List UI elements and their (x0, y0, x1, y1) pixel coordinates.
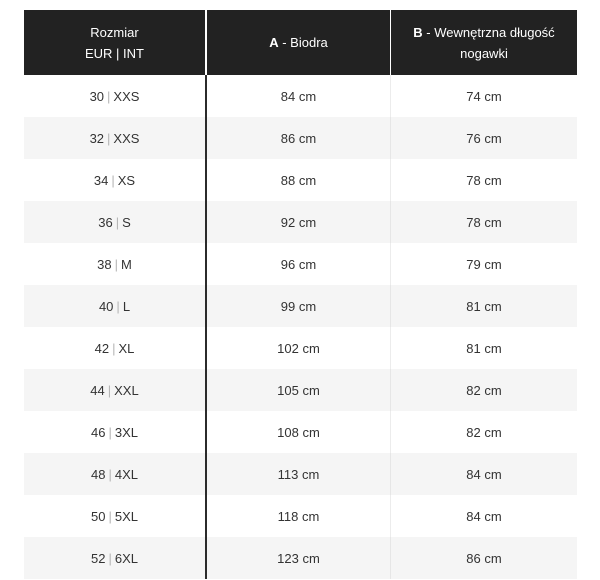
size-eur: 32 (89, 130, 105, 146)
table-row (24, 411, 577, 453)
table-row (24, 495, 577, 537)
size-int: S (122, 214, 131, 230)
inseam-cell: 81 cm (391, 285, 577, 327)
size-cell (24, 201, 207, 243)
table-row (24, 285, 577, 327)
size-cell (24, 495, 207, 537)
table-row (24, 453, 577, 495)
header-hip-letter: A (269, 35, 279, 50)
size-separator: | (114, 256, 118, 272)
table-row (24, 159, 577, 201)
size-int: 3XL (114, 424, 138, 440)
hip-cell: 96 cm (207, 243, 391, 285)
size-separator: | (108, 508, 112, 524)
header-size-line2: EUR | INT (85, 45, 144, 61)
size-int: 5XL (114, 508, 138, 524)
inseam-cell: 81 cm (466, 340, 502, 356)
hip-cell: 88 cm (207, 159, 391, 201)
size-separator: | (107, 88, 111, 104)
size-separator: | (107, 382, 112, 398)
size-cell (24, 75, 207, 117)
header-hip (207, 10, 391, 75)
size-eur: 38 (97, 256, 112, 272)
header-hip-text: - Biodra (278, 35, 328, 50)
size-separator: | (107, 130, 111, 146)
size-int: XL (118, 340, 135, 356)
hip-cell: 105 cm (207, 369, 391, 411)
size-cell (24, 285, 207, 327)
header-size (24, 10, 207, 75)
hip-cell: 123 cm (207, 537, 391, 579)
size-int: XXL (114, 382, 139, 398)
size-eur: 48 (91, 466, 106, 482)
size-eur: 30 (89, 88, 105, 104)
inseam-cell: 78 cm (466, 172, 502, 188)
table-header (24, 10, 577, 75)
hip-cell: 92 cm (207, 201, 391, 243)
hip-cell: 84 cm (207, 75, 391, 117)
size-eur: 52 (91, 550, 106, 566)
size-eur: 34 (93, 172, 109, 188)
size-separator: | (108, 550, 112, 566)
size-cell (24, 369, 207, 411)
inseam-cell: 84 cm (466, 508, 502, 524)
table-row (24, 537, 577, 579)
size-chart-table (24, 10, 577, 579)
size-eur: 50 (91, 508, 106, 524)
header-inseam (391, 10, 577, 75)
size-cell (24, 327, 207, 369)
size-eur: 46 (91, 424, 106, 440)
hip-cell: 99 cm (207, 285, 391, 327)
table-row (24, 369, 577, 411)
table-row (24, 201, 577, 243)
size-separator: | (108, 424, 112, 440)
header-row (24, 10, 577, 75)
size-int: M (121, 256, 132, 272)
size-eur: 44 (90, 382, 105, 398)
hip-cell: 108 cm (207, 411, 391, 453)
header-size-line1: Rozmiar (90, 24, 139, 40)
inseam-cell: 74 cm (466, 88, 502, 104)
size-eur: 42 (94, 340, 110, 356)
size-cell (24, 411, 207, 453)
header-inseam-text: - Wewnętrzna długość nogawki (422, 24, 555, 61)
size-eur: 36 (98, 214, 113, 230)
table-row (24, 327, 577, 369)
table-body (24, 75, 577, 579)
size-int: XS (117, 172, 136, 188)
size-separator: | (116, 298, 120, 314)
size-separator: | (111, 172, 115, 188)
inseam-cell: 86 cm (391, 537, 577, 579)
size-int: XXS (113, 88, 140, 104)
inseam-cell: 84 cm (391, 453, 577, 495)
inseam-cell: 82 cm (466, 424, 502, 440)
size-cell (24, 159, 207, 201)
size-int: XXS (113, 130, 140, 146)
header-inseam-letter: B (413, 24, 423, 40)
size-separator: | (115, 214, 120, 230)
size-cell (24, 453, 207, 495)
hip-cell: 118 cm (207, 495, 391, 537)
table-row (24, 75, 577, 117)
size-cell (24, 243, 207, 285)
size-cell (24, 537, 207, 579)
hip-cell: 113 cm (207, 453, 391, 495)
size-int: 4XL (114, 466, 138, 482)
size-separator: | (108, 466, 112, 482)
inseam-cell: 82 cm (391, 369, 577, 411)
size-cell (24, 117, 207, 159)
hip-cell: 86 cm (207, 117, 391, 159)
size-int: L (122, 298, 131, 314)
table-row (24, 117, 577, 159)
hip-cell: 102 cm (207, 327, 391, 369)
table-row (24, 243, 577, 285)
size-int: 6XL (114, 550, 138, 566)
inseam-cell: 78 cm (391, 201, 577, 243)
inseam-cell: 79 cm (466, 256, 502, 272)
inseam-cell: 76 cm (391, 117, 577, 159)
size-eur: 40 (98, 298, 114, 314)
size-separator: | (112, 340, 116, 356)
